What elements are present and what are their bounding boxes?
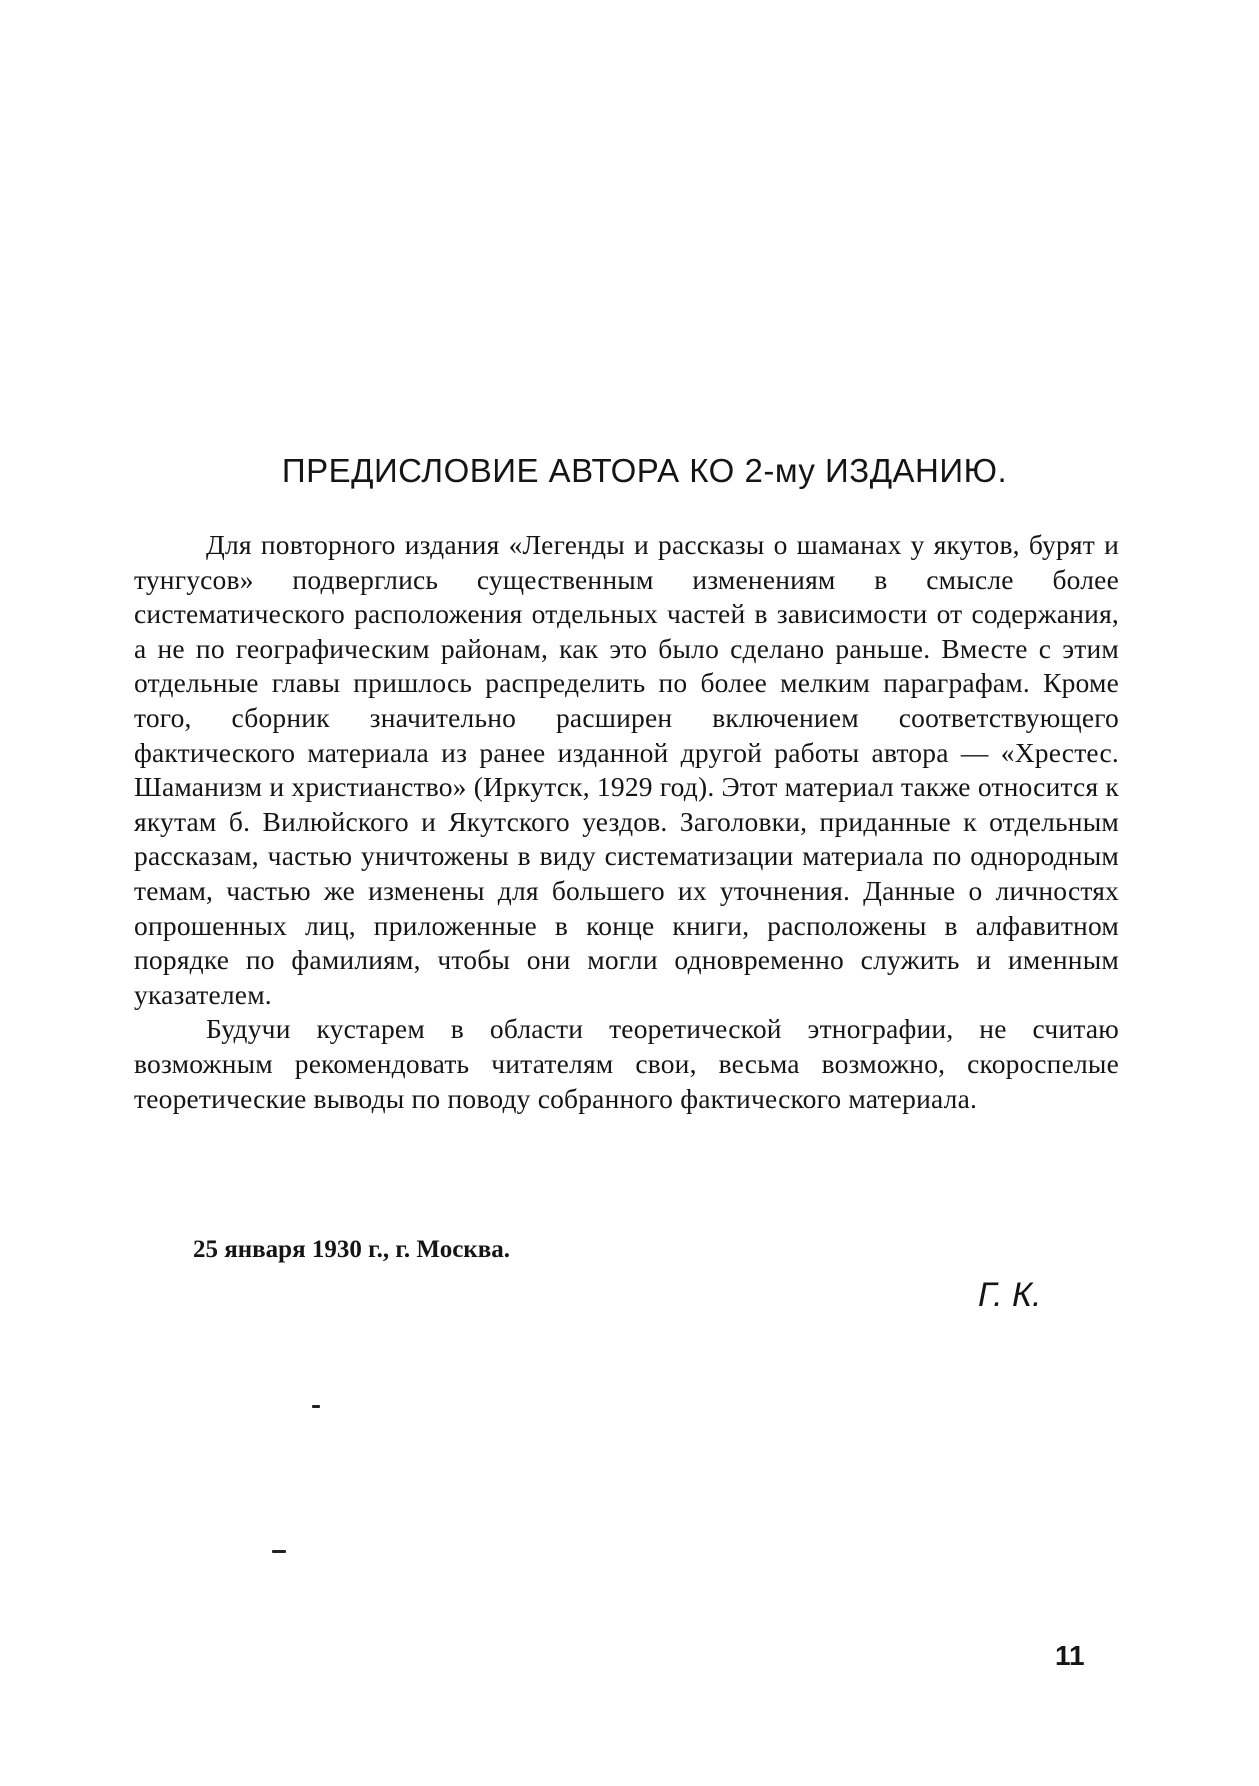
print-speck bbox=[312, 1405, 320, 1408]
paragraph-1: Для повторного издания «Легенды и рассказы о шаманах у якутов, бурят и тунгусов» подверглись существенным изменениям в смысле более систематического расположения отдельных частей в зависимости от содержания, а не по географическим районам, как это было сделано раньше. Вместе с этим отдельные главы пришлось распределить по более мелким параграфам. Кроме того, сборник значительно расширен включением соответствующего фактического материала из ранее изданной другой работы автора — «Хрестес. Шаманизм и христианство» (Иркутск, 1929 год). Этот материал также относится к якутам б. Вилюйского и Якутского уездов. Заголовки, приданные к отдельным рассказам, частью уничтожены в виду систематизации материала по однородным темам, частью же изменены для большего их уточнения. Данные о личностях опрошенных лиц, приложенные в конце книги, расположены в алфавитном порядке по фамилиям, чтобы они могли одновременно служить и именным указателем. bbox=[134, 529, 1119, 1010]
preface-body bbox=[134, 528, 1119, 1116]
date-place-line: 25 января 1930 г., г. Москва. bbox=[193, 1236, 510, 1263]
page-title: ПРЕДИСЛОВИЕ АВТОРА КО 2-му ИЗДАНИЮ. bbox=[281, 452, 1008, 489]
print-speck bbox=[272, 1550, 286, 1553]
paragraph-2: Будучи кустарем в области теоретической этнографии, не считаю возможным рекомендовать читателям свои, весьма возможно, скороспелые теоретические выводы по поводу собранного фактического материала. bbox=[134, 1013, 1119, 1114]
page-number: 11 bbox=[1055, 1640, 1085, 1671]
author-signature: Г. К. bbox=[978, 1276, 1042, 1314]
